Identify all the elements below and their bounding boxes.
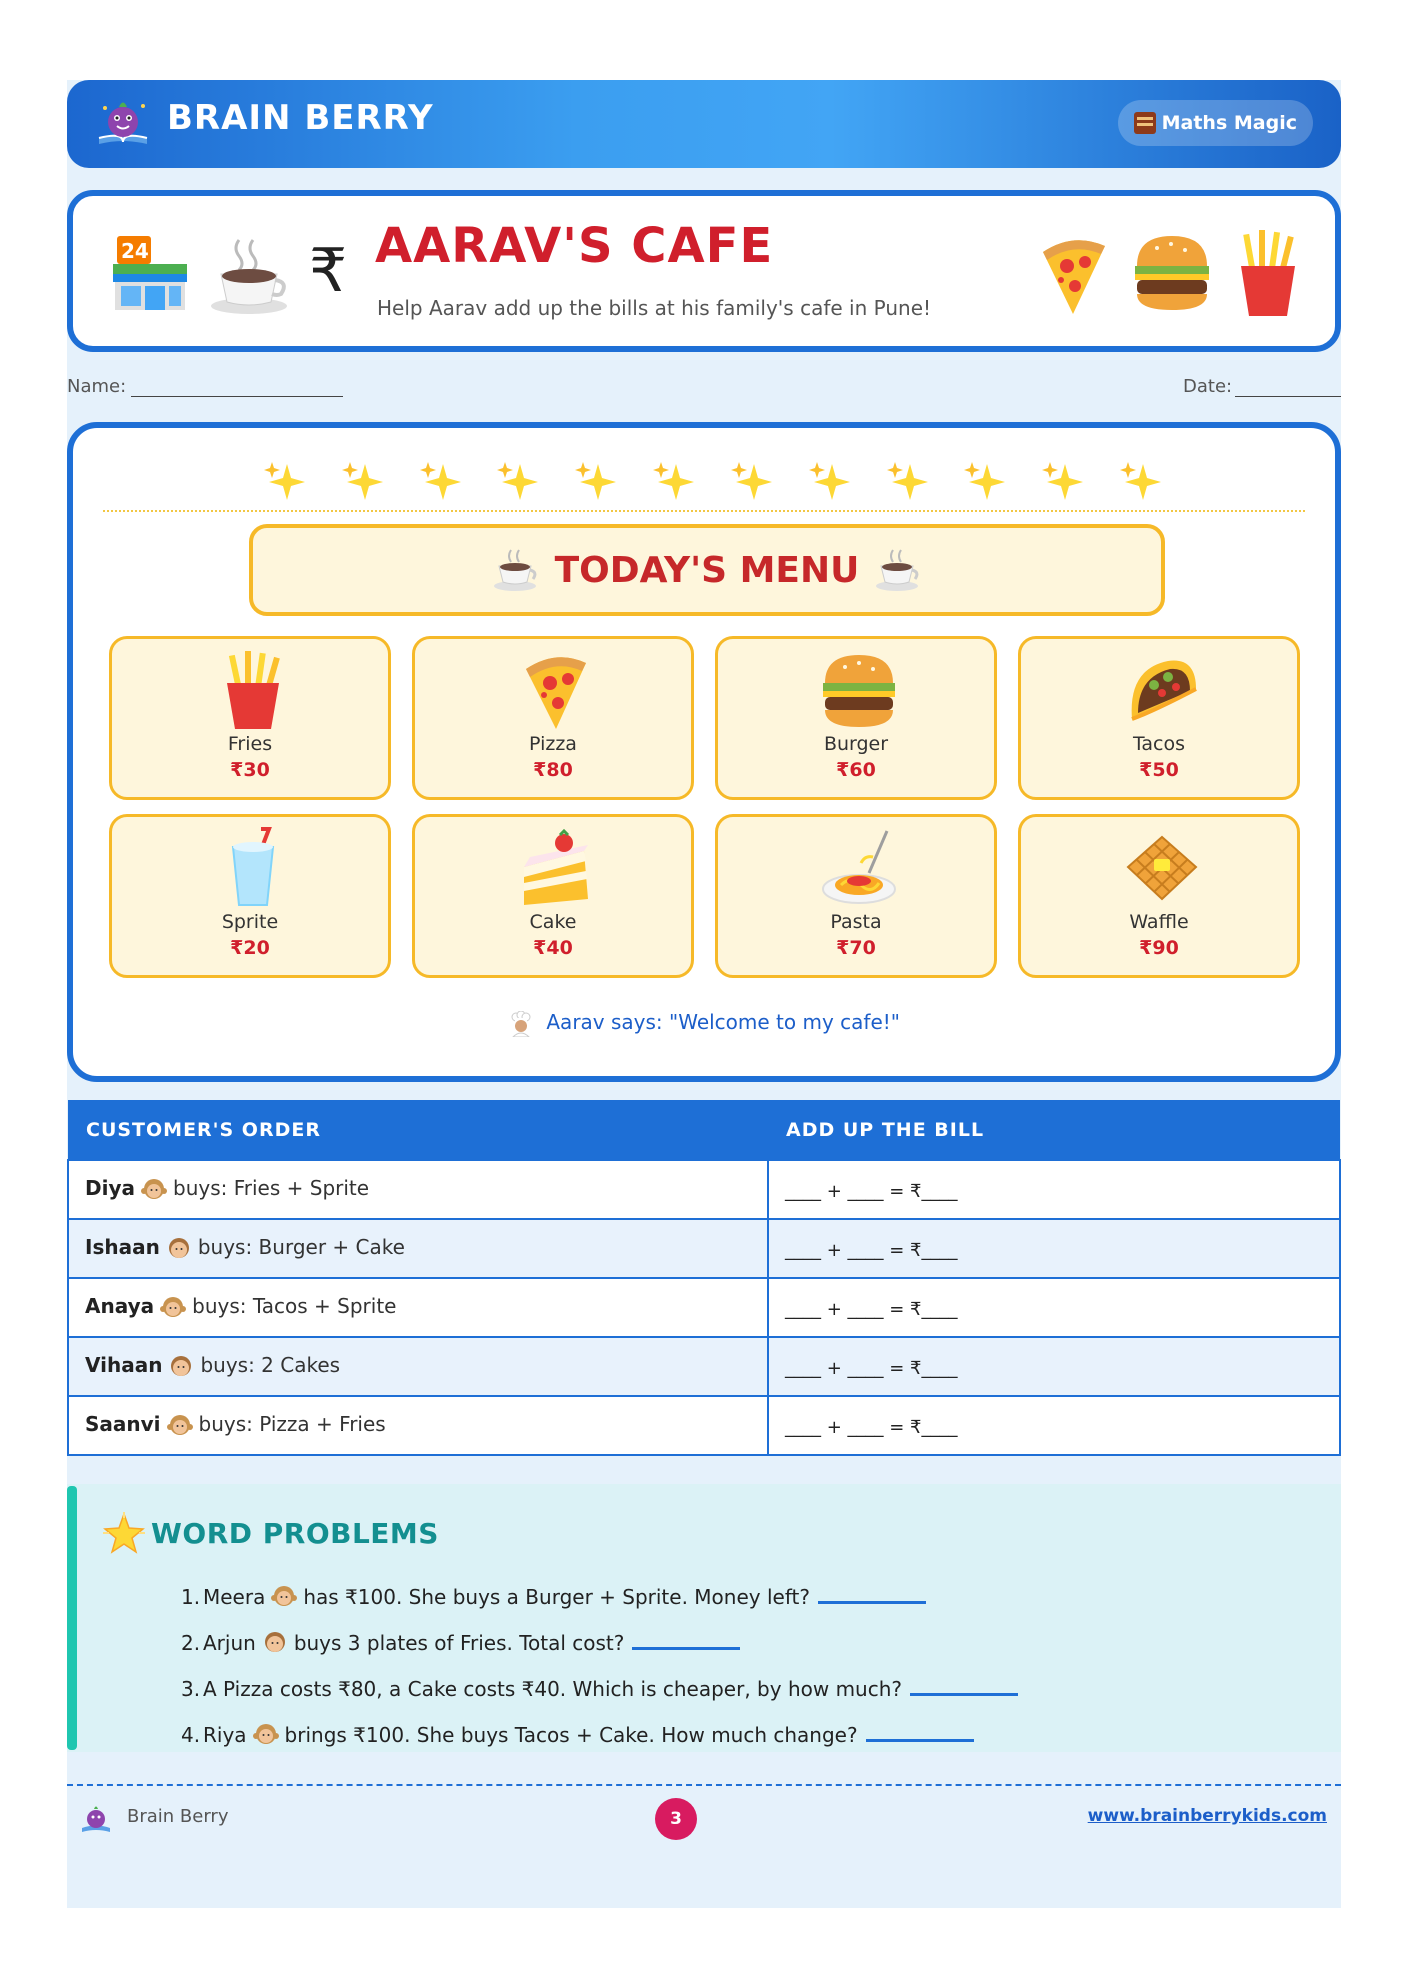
table-row [68,1219,1340,1278]
customer-name: Vihaan [85,1353,163,1378]
name-label: Name: [67,376,127,397]
word-problems-title: WORD PROBLEMS [151,1516,439,1550]
order-text: buys: Tacos + Sprite [192,1294,397,1319]
menu-item [1018,814,1300,978]
table-row [68,1337,1340,1396]
menu-item [1018,636,1300,800]
topic-label: Maths Magic [1161,112,1297,134]
order-cell [68,1396,768,1455]
word-problem [181,1666,1281,1712]
girl-icon [141,1177,167,1203]
problem-number: 4. [181,1723,201,1747]
order-text: buys: Fries + Sprite [173,1176,370,1201]
problem-text-end: buys 3 plates of Fries. Total cost? [293,1631,625,1655]
coffee-icon [493,548,539,592]
coffee-icon [209,236,293,316]
order-text: buys: 2 Cakes [200,1353,341,1378]
menu-grid [109,636,1299,978]
rupee-icon: ₹ [309,236,348,306]
boy-icon [168,1354,194,1380]
boy-icon [166,1236,192,1262]
date-label: Date: [1183,376,1233,397]
sparkle-icon [574,460,618,504]
customer-name: Diya [85,1176,135,1201]
menu-item [412,636,694,800]
item-price: ₹40 [533,937,573,959]
bill-cell[interactable] [768,1278,1340,1337]
cake-icon [518,827,594,909]
bill-blank: ____ + ____ = ₹____ [785,1357,958,1379]
item-price: ₹60 [836,759,876,781]
pizza-icon [518,649,594,731]
sparkle-icon [808,460,852,504]
bill-blank: ____ + ____ = ₹____ [785,1416,958,1438]
page-subtitle: Help Aarav add up the bills at his family's cafe in Pune! [377,296,932,320]
taco-icon [1124,649,1200,731]
dotted-divider [103,510,1305,512]
aarav-speech [73,1010,1335,1037]
name-field[interactable] [131,396,343,397]
item-price: ₹30 [230,759,270,781]
pizza-icon [1033,232,1117,318]
order-cell [68,1160,768,1219]
worksheet-page [67,80,1341,1908]
berry-logo-icon [91,92,155,152]
bill-cell[interactable] [768,1160,1340,1219]
order-text: buys: Pizza + Fries [198,1412,386,1437]
customer-name: Saanvi [85,1412,161,1437]
item-name: Burger [823,733,889,755]
sparkle-icon [496,460,540,504]
burger-icon [821,649,897,731]
aarav-quote: Aarav says: "Welcome to my cafe!" [546,1010,900,1034]
order-cell [68,1219,768,1278]
pasta-icon [821,827,897,909]
item-name: Pizza [529,733,577,755]
menu-item [715,636,997,800]
problem-text-start: Meera [203,1585,266,1609]
sparkle-icon [341,460,385,504]
sparkle-icon [886,460,930,504]
answer-blank[interactable] [866,1728,974,1742]
answer-blank[interactable] [632,1636,740,1650]
item-price: ₹80 [533,759,573,781]
boy-icon [262,1630,288,1656]
chef-icon [508,1011,534,1037]
bill-cell[interactable] [768,1396,1340,1455]
answer-blank[interactable] [818,1590,926,1604]
item-name: Sprite [221,911,279,933]
menu-banner [249,524,1165,616]
page-number-badge: 3 [655,1798,697,1840]
item-price: ₹20 [230,937,270,959]
col-header-bill: ADD UP THE BILL [768,1100,1340,1160]
order-cell [68,1278,768,1337]
footer-brand: Brain Berry [127,1806,229,1827]
item-price: ₹90 [1139,937,1179,959]
word-problem [181,1574,1281,1620]
bill-blank: ____ + ____ = ₹____ [785,1180,958,1202]
item-price: ₹50 [1139,759,1179,781]
sparkle-icon [730,460,774,504]
menu-item [412,814,694,978]
waffle-icon [1124,827,1200,909]
burger-icon [1131,230,1213,316]
word-problems-list [181,1574,1281,1758]
item-name: Cake [529,911,577,933]
date-field[interactable] [1235,396,1341,397]
drink-icon [215,827,291,909]
menu-item [109,814,391,978]
menu-title: TODAY'S MENU [554,549,860,591]
sparkle-icon [419,460,463,504]
col-header-order: CUSTOMER'S ORDER [68,1100,768,1160]
page-title: AARAV'S CAFE [375,218,774,274]
table-row [68,1396,1340,1455]
table-row [68,1160,1340,1219]
bill-blank: ____ + ____ = ₹____ [785,1239,958,1261]
order-cell [68,1337,768,1396]
svg-text:24: 24 [121,239,149,263]
item-price: ₹70 [836,937,876,959]
problem-text: A Pizza costs ₹80, a Cake costs ₹40. Which is cheaper, by how much? [203,1677,903,1701]
customer-name: Ishaan [85,1235,160,1260]
order-table [67,1100,1341,1456]
problem-text-end: has ₹100. She buys a Burger + Sprite. Money left? [303,1585,810,1609]
berry-logo-icon [79,1802,113,1836]
order-text: buys: Burger + Cake [197,1235,405,1260]
word-problem [181,1712,1281,1758]
bill-cell[interactable] [768,1337,1340,1396]
fries-icon [215,649,291,731]
sparkle-icon [963,460,1007,504]
coffee-icon [875,548,921,592]
problem-number: 1. [181,1585,201,1609]
sparkle-row [263,460,1163,504]
title-card [67,190,1341,352]
brand-name: BRAIN BERRY [167,98,434,138]
table-header-row [68,1100,1340,1160]
footer-divider [67,1784,1341,1786]
accent-bar [67,1486,77,1750]
problem-number: 3. [181,1677,201,1701]
item-name: Fries [227,733,273,755]
bill-blank: ____ + ____ = ₹____ [785,1298,958,1320]
problem-text-end: brings ₹100. She buys Tacos + Cake. How much change? [284,1723,858,1747]
problem-text-start: Riya [203,1723,247,1747]
word-problems-section [67,1484,1341,1752]
topic-badge [1118,100,1313,146]
word-problem [181,1620,1281,1666]
sparkle-icon [1119,460,1163,504]
abacus-icon [1134,112,1156,134]
girl-icon [271,1584,297,1610]
customer-name: Anaya [85,1294,155,1319]
item-name: Tacos [1132,733,1186,755]
problem-number: 2. [181,1631,201,1655]
header-bar [67,80,1341,168]
name-date-row [67,376,1341,406]
menu-item [109,636,391,800]
bill-cell[interactable] [768,1219,1340,1278]
sparkle-icon [263,460,307,504]
glowing-star-icon [103,1512,145,1554]
fries-icon [1233,230,1303,318]
answer-blank[interactable] [910,1682,1018,1696]
item-name: Pasta [830,911,882,933]
convenience-store-icon [111,234,189,314]
word-problems-heading [103,1512,439,1554]
website-link[interactable]: www.brainberrykids.com [1087,1806,1327,1826]
girl-icon [253,1722,279,1748]
table-row [68,1278,1340,1337]
menu-item [715,814,997,978]
girl-icon [167,1413,193,1439]
sparkle-icon [1041,460,1085,504]
girl-icon [160,1295,186,1321]
problem-text-start: Arjun [203,1631,256,1655]
menu-card [67,422,1341,1082]
sparkle-icon [652,460,696,504]
item-name: Waffle [1129,911,1189,933]
